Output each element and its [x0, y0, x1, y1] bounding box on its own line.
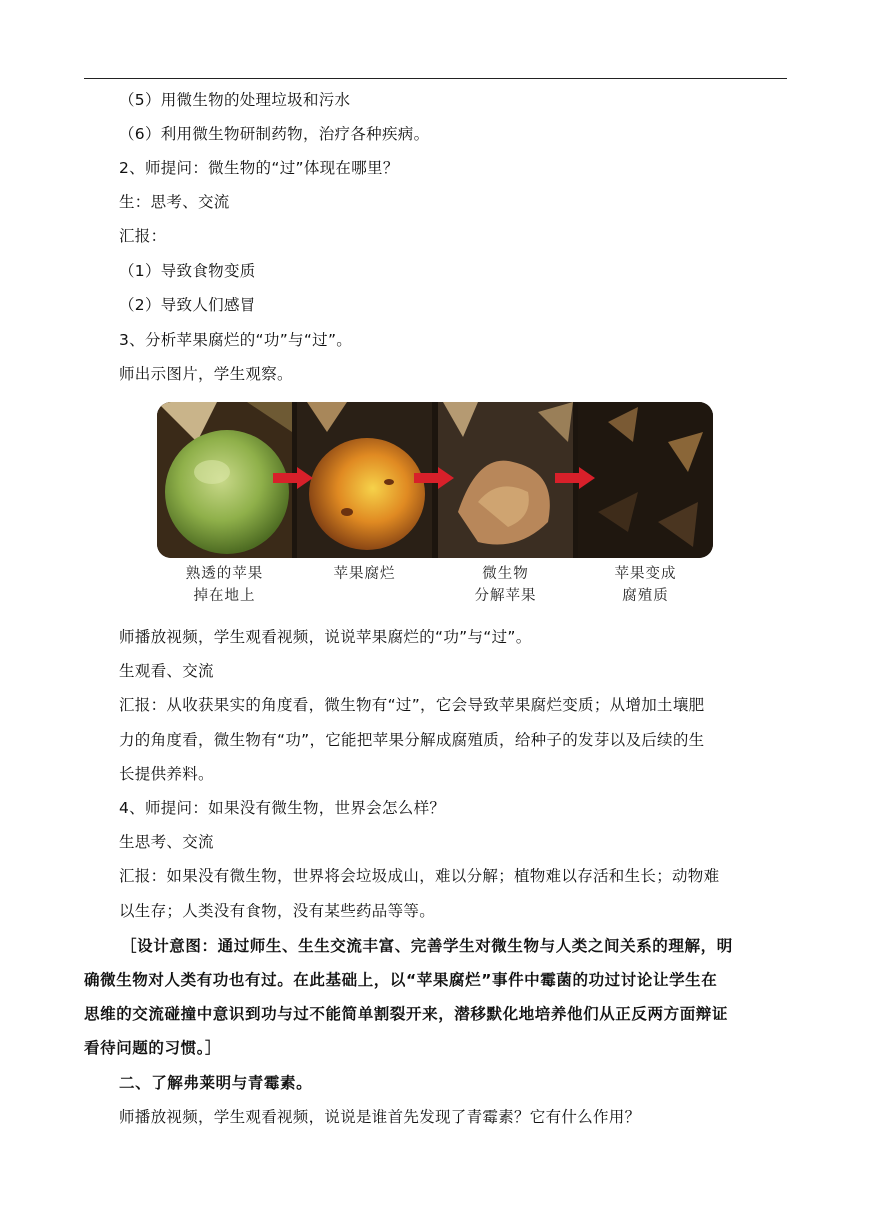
arrow-right-icon [414, 467, 454, 489]
design-intent-line-3: 思维的交流碰撞中意识到功与过不能简单割裂开来，潜移默化地培养他们从正反两方面辩证 [84, 1005, 729, 1023]
caption-line: 掉在地上 [193, 588, 256, 604]
report-paragraph-line-2: 力的角度看，微生物有“功”，它能把苹果分解成腐殖质，给种子的发芽以及后续的生 [119, 731, 705, 749]
caption-line: 微生物 [482, 566, 529, 582]
step-3: 3、分析苹果腐烂的“功”与“过”。 [119, 331, 353, 349]
penicillin-video-instruction: 师播放视频，学生观看视频，说说是谁首先发现了青霉素？它有什么作用？ [119, 1108, 641, 1126]
caption-microbes [438, 563, 573, 607]
report-world-line-2: 以生存；人类没有食物，没有某些药品等等。 [119, 902, 436, 920]
caption-line: 分解苹果 [474, 588, 537, 604]
caption-humus [578, 563, 713, 607]
ripe-apple-image [157, 402, 292, 558]
student-think: 生思考、交流 [119, 833, 214, 851]
report-item-2: （2）导致人们感冒 [119, 296, 256, 314]
report-label: 汇报： [119, 227, 167, 245]
decomposing-apple-image [438, 402, 573, 558]
arrow-right-icon [273, 467, 313, 489]
report-paragraph-line-1: 汇报：从收获果实的角度看，微生物有“过”，它会导致苹果腐烂变质；从增加土壤肥 [119, 696, 705, 714]
question-4: 4、师提问：如果没有微生物，世界会怎么样？ [119, 799, 446, 817]
caption-rotting-apple [297, 563, 432, 585]
caption-line: 苹果腐烂 [333, 566, 396, 582]
caption-line: 苹果变成 [614, 566, 677, 582]
student-response: 生：思考、交流 [119, 193, 230, 211]
student-watch: 生观看、交流 [119, 662, 214, 680]
section-heading-fleming: 二、了解弗莱明与青霉素。 [119, 1074, 313, 1092]
report-paragraph-line-3: 长提供养料。 [119, 765, 214, 783]
teacher-shows-picture: 师出示图片，学生观察。 [119, 365, 293, 383]
report-item-1: （1）导致食物变质 [119, 262, 256, 280]
caption-ripe-apple [157, 563, 292, 607]
video-instruction: 师播放视频，学生观看视频，说说苹果腐烂的“功”与“过”。 [119, 628, 532, 646]
design-intent-line-4: 看待问题的习惯。］ [84, 1039, 222, 1057]
caption-line: 熟透的苹果 [185, 566, 264, 582]
item-5: （5）用微生物的处理垃圾和污水 [119, 91, 351, 109]
question-2: 2、师提问：微生物的“过”体现在哪里？ [119, 159, 399, 177]
report-world-line-1: 汇报：如果没有微生物，世界将会垃圾成山，难以分解；植物难以存活和生长；动物难 [119, 867, 720, 885]
rotting-apple-image [297, 402, 432, 558]
header-rule [84, 78, 787, 79]
item-6: （6）利用微生物研制药物，治疗各种疾病。 [119, 125, 430, 143]
caption-line: 腐殖质 [622, 588, 669, 604]
humus-image [578, 402, 713, 558]
design-intent-line-1: ［设计意图：通过师生、生生交流丰富、完善学生对微生物与人类之间关系的理解，明 [121, 937, 733, 955]
arrow-right-icon [555, 467, 595, 489]
design-intent-line-2: 确微生物对人类有功也有过。在此基础上，以“苹果腐烂”事件中霉菌的功过讨论让学生在 [84, 971, 718, 989]
